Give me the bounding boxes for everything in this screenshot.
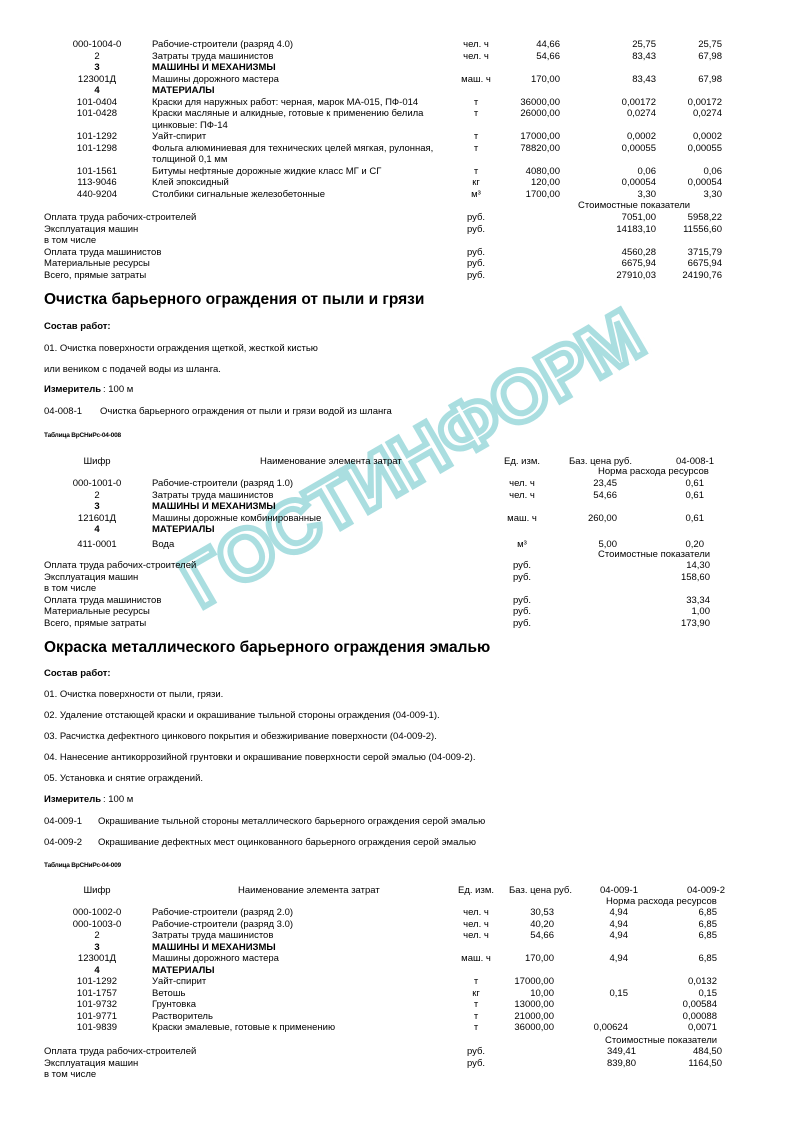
summary-label: Эксплуатация машин (44, 571, 139, 583)
base-price: 54,66 (536, 50, 560, 62)
unit: маш. ч (461, 73, 491, 85)
resource-name: Машины дорожные комбинированные (152, 512, 322, 524)
resource-code: 101-9771 (76, 1010, 118, 1022)
resource-code: 101-9839 (76, 1022, 118, 1033)
composition-label: Состав работ: (44, 668, 111, 679)
resource-code: 101-9732 (76, 999, 118, 1010)
summary-label: Всего, прямые затраты (44, 617, 147, 629)
base-price: 36000,00 (520, 96, 560, 108)
base-price: 10,00 (530, 987, 554, 999)
resource-code: 123001Д (77, 953, 117, 964)
norm-value: 67,98 (698, 73, 722, 85)
section-heading: МАШИНЫ И МЕХАНИЗМЫ (152, 62, 276, 73)
base-price: 120,00 (530, 177, 560, 188)
unit: м³ (471, 188, 481, 200)
norm-value: 0,00624 (593, 1022, 628, 1033)
base-price: 21000,00 (514, 1010, 554, 1022)
summary-label: Эксплуатация машин (44, 223, 139, 235)
unit: руб. (512, 617, 532, 629)
cost-value: 14183,10 (616, 223, 656, 235)
norm-value: 4,94 (609, 930, 628, 941)
resource-name: Клей эпоксидный (152, 177, 229, 188)
cost-value: 14,30 (686, 560, 710, 571)
resource-code: 3 (94, 941, 100, 953)
norm-value: 0,00584 (682, 999, 717, 1010)
base-price: 26000,00 (520, 108, 560, 119)
summary-label: Материальные ресурсы (44, 606, 150, 617)
unit: руб. (466, 246, 486, 258)
unit: руб. (466, 212, 486, 223)
base-price: 170,00 (530, 73, 560, 85)
unit: чел. ч (509, 489, 535, 501)
norm-value: 83,43 (632, 50, 656, 62)
resource-code: 000-1003-0 (72, 918, 122, 930)
resource-code: 440-9204 (76, 188, 118, 200)
unit: кг (472, 177, 480, 188)
unit: руб. (512, 571, 532, 583)
resource-name: Краски эмалевые, готовые к применению (152, 1022, 336, 1033)
norm-header: Норма расхода ресурсов (606, 896, 717, 907)
unit: чел. ч (509, 478, 535, 489)
unit: маш. ч (461, 953, 491, 964)
resource-code: 101-1292 (76, 976, 118, 987)
norm-value: 0,00172 (687, 96, 722, 108)
norm-value: 3,30 (637, 188, 656, 200)
resource-code: 101-1292 (76, 131, 118, 142)
norm-value: 0,00088 (682, 1010, 717, 1022)
cost-value: 3715,79 (687, 246, 722, 258)
cost-header: Стоимостные показатели (598, 549, 711, 560)
item-code: 04-008-1 (44, 406, 83, 417)
summary-label: Материальные ресурсы (44, 258, 150, 269)
base-price: 260,00 (587, 512, 617, 524)
norm-header: Норма расхода ресурсов (598, 466, 709, 477)
unit: руб. (512, 594, 532, 606)
resource-code: 4 (94, 524, 100, 535)
resource-name: Растворитель (152, 1010, 213, 1022)
resource-name: Краски масляные и алкидные, готовые к применению белила (152, 108, 424, 119)
norm-value: 4,94 (609, 918, 628, 930)
norm-value: 0,61 (685, 512, 704, 524)
resource-code: 000-1004-0 (72, 39, 122, 50)
norm-value: 0,61 (685, 478, 704, 489)
resource-code: 101-1757 (76, 987, 118, 999)
norm-value: 0,0071 (687, 1022, 717, 1033)
norm-value: 0,06 (637, 165, 656, 177)
norm-value: 0,0002 (626, 131, 656, 142)
section-heading: МАТЕРИАЛЫ (152, 524, 215, 535)
base-price: 170,00 (524, 953, 554, 964)
work-item: 02. Удаление отстающей краски и окрашивание тыльной стороны ограждения (04-009-1). (44, 710, 440, 721)
unit: чел. ч (463, 907, 489, 918)
unit: чел. ч (463, 50, 489, 62)
unit: т (473, 1022, 479, 1033)
cost-value: 1164,50 (688, 1057, 722, 1069)
base-price: 54,66 (530, 930, 554, 941)
section-heading: МАШИНЫ И МЕХАНИЗМЫ (152, 501, 276, 512)
unit: руб. (466, 258, 486, 269)
unit: руб. (466, 223, 486, 235)
resource-name: Рабочие-строители (разряд 1.0) (152, 478, 294, 489)
resource-code: 3 (94, 501, 100, 512)
cost-header: Стоимостные показатели (578, 200, 691, 211)
resource-code: 113-9046 (77, 177, 117, 188)
unit: т (473, 976, 479, 987)
norm-value: 25,75 (698, 39, 722, 50)
section-heading: МАШИНЫ И МЕХАНИЗМЫ (152, 941, 276, 953)
cost-value: 27910,03 (616, 269, 656, 281)
norm-value: 3,30 (703, 188, 722, 200)
work-item: 03. Расчистка дефектного цинкового покрытия и обезжиривание поверхности (04-009-2). (44, 731, 437, 742)
norm-value: 0,15 (698, 987, 717, 999)
cost-value: 5958,22 (687, 212, 722, 223)
resource-code: 101-1298 (76, 142, 118, 154)
base-price: 23,45 (593, 478, 617, 489)
cost-value: 349,41 (606, 1046, 636, 1057)
base-price: 78820,00 (520, 142, 560, 154)
col-header: Наименование элемента затрат (238, 885, 380, 896)
resource-name: Столбики сигнальные железобетонные (152, 188, 326, 200)
unit: т (473, 142, 479, 154)
unit: руб. (512, 606, 532, 617)
cost-value: 839,80 (606, 1057, 636, 1069)
col-header: 04-009-1 (599, 885, 638, 896)
resource-code: 101-1561 (76, 165, 118, 177)
col-header: Наименование элемента затрат (260, 456, 402, 467)
base-price: 44,66 (536, 39, 560, 50)
unit: руб. (466, 1046, 486, 1057)
summary-label: Оплата труда рабочих-строителей (44, 560, 197, 571)
unit: руб. (512, 560, 532, 571)
unit: чел. ч (463, 918, 489, 930)
summary-label: Оплата труда рабочих-строителей (44, 1046, 197, 1057)
resource-name: Затраты труда машинистов (152, 930, 274, 941)
unit: т (473, 96, 479, 108)
composition-label: Состав работ: (44, 321, 111, 332)
norm-value: 6,85 (698, 918, 717, 930)
resource-code: 101-0428 (76, 108, 118, 119)
unit: маш. ч (507, 512, 537, 524)
resource-name: Рабочие-строители (разряд 2.0) (152, 907, 294, 918)
cost-header: Стоимостные показатели (605, 1035, 718, 1046)
base-price: 17000,00 (514, 976, 554, 987)
table-label: Таблица ВрСНиРс-04-009 (44, 862, 121, 869)
cost-value: 6675,94 (621, 258, 656, 269)
resource-code: 101-0404 (76, 96, 118, 108)
norm-value: 0,00055 (621, 142, 656, 154)
base-price: 1700,00 (525, 188, 560, 200)
col-header: Баз. цена руб. (569, 456, 632, 467)
cost-value: 158,60 (680, 571, 710, 583)
resource-code: 2 (94, 489, 100, 501)
norm-value: 0,20 (685, 538, 704, 550)
resource-code: 000-1002-0 (72, 907, 122, 918)
resource-name: Машины дорожного мастера (152, 953, 279, 964)
item-text: Очистка барьерного ограждения от пыли и грязи водой из шланга (100, 406, 392, 417)
unit: т (473, 165, 479, 177)
col-header: Шифр (83, 456, 111, 467)
norm-value: 0,06 (703, 165, 722, 177)
unit: чел. ч (463, 930, 489, 941)
col-header: Ед. изм. (504, 456, 540, 467)
resource-code: 3 (94, 62, 100, 73)
work-item: 01. Очистка поверхности от пыли, грязи. (44, 689, 224, 700)
summary-label: в том числе (44, 235, 97, 246)
norm-value: 25,75 (632, 39, 656, 50)
norm-value: 0,00054 (687, 177, 722, 188)
resource-code: 4 (94, 964, 100, 976)
resource-code: 411-0001 (77, 538, 117, 550)
cost-value: 6675,94 (687, 258, 722, 269)
work-item: 04. Нанесение антикоррозийной грунтовки и окрашивание поверхности серой эмалью (04-009-2). (44, 752, 476, 763)
base-price: 17000,00 (520, 131, 560, 142)
unit: руб. (466, 269, 486, 281)
base-price: 40,20 (530, 918, 554, 930)
item-code: 04-009-1 (44, 816, 83, 827)
cost-value: 173,90 (680, 617, 710, 629)
resource-name: Затраты труда машинистов (152, 489, 274, 501)
unit: руб. (466, 1057, 486, 1069)
cost-value: 484,50 (692, 1046, 722, 1057)
summary-label: Оплата труда машинистов (44, 594, 162, 606)
cost-value: 1,00 (691, 606, 710, 617)
unit: чел. ч (463, 39, 489, 50)
base-price: 13000,00 (514, 999, 554, 1010)
norm-value: 0,00055 (687, 142, 722, 154)
summary-label: Всего, прямые затраты (44, 269, 147, 281)
meter-label: Измеритель (44, 794, 102, 805)
norm-value: 0,15 (609, 987, 628, 999)
norm-value: 83,43 (632, 73, 656, 85)
unit: т (473, 1010, 479, 1022)
cost-value: 33,34 (686, 594, 710, 606)
norm-value: 6,85 (698, 953, 717, 964)
cost-value: 4560,28 (621, 246, 656, 258)
summary-label: в том числе (44, 1069, 97, 1080)
norm-value: 0,00054 (621, 177, 656, 188)
work-item: 05. Установка и снятие ограждений. (44, 773, 204, 784)
norm-value: 0,0274 (692, 108, 722, 119)
base-price: 30,53 (530, 907, 554, 918)
col-header: 04-009-2 (686, 885, 725, 896)
col-header: 04-008-1 (675, 456, 714, 467)
base-price: 5,00 (598, 538, 617, 550)
norm-value: 4,94 (609, 907, 628, 918)
resource-name: Битумы нефтяные дорожные жидкие класс МГ и СГ (152, 165, 382, 177)
summary-label: Оплата труда рабочих-строителей (44, 212, 197, 223)
resource-name-cont: толщиной 0,1 мм (152, 154, 228, 165)
work-item: или веником с подачей воды из шланга. (44, 364, 221, 375)
col-header: Ед. изм. (458, 885, 494, 896)
resource-name: Фольга алюминиевая для технических целей мягкая, рулонная, (152, 142, 434, 154)
norm-value: 67,98 (698, 50, 722, 62)
summary-label: в том числе (44, 583, 97, 594)
unit: т (473, 108, 479, 119)
base-price: 4080,00 (525, 165, 560, 177)
section-title: Окраска металлического барьерного ограждения эмалью (44, 639, 491, 656)
section-title: Очистка барьерного ограждения от пыли и грязи (44, 291, 425, 308)
meter-value: : 100 м (103, 794, 134, 805)
section-heading: МАТЕРИАЛЫ (152, 964, 215, 976)
unit: м³ (517, 538, 527, 550)
resource-name: Затраты труда машинистов (152, 50, 274, 62)
norm-value: 0,61 (685, 489, 704, 501)
cost-value: 11556,60 (683, 223, 722, 235)
watermark-text: ГОСТИНФОРМ.RU (168, 280, 671, 624)
resource-code: 2 (94, 50, 100, 62)
norm-value: 0,0132 (687, 976, 717, 987)
item-text: Окрашивание тыльной стороны металлического барьерного ограждения серой эмалью (98, 816, 486, 827)
summary-label: Эксплуатация машин (44, 1057, 139, 1069)
cost-value: 24190,76 (682, 269, 722, 281)
resource-name: Вода (152, 538, 175, 550)
resource-name: Ветошь (152, 987, 186, 999)
norm-value: 4,94 (609, 953, 628, 964)
resource-name: Уайт-спирит (152, 976, 207, 987)
meter-value: : 100 м (103, 384, 134, 395)
unit: т (473, 999, 479, 1010)
unit: т (473, 131, 479, 142)
resource-code: 121601Д (77, 512, 117, 524)
resource-name: Уайт-спирит (152, 131, 207, 142)
resource-name-cont: цинковые: ПФ-14 (152, 119, 228, 131)
resource-code: 123001Д (77, 73, 117, 85)
resource-name: Краски для наружных работ: черная, марок МА-015, ПФ-014 (152, 96, 419, 108)
resource-code: 000-1001-0 (72, 478, 122, 489)
cost-value: 7051,00 (621, 212, 656, 223)
resource-name: Машины дорожного мастера (152, 73, 279, 85)
table-label: Таблица ВрСНиРс-04-008 (44, 432, 121, 439)
resource-code: 2 (94, 930, 100, 941)
norm-value: 6,85 (698, 930, 717, 941)
resource-name: Рабочие-строители (разряд 3.0) (152, 918, 294, 930)
col-header: Шифр (83, 885, 111, 896)
meter-label: Измеритель (44, 384, 102, 395)
norm-value: 0,0274 (626, 108, 656, 119)
base-price: 54,66 (593, 489, 617, 501)
norm-value: 0,00172 (621, 96, 656, 108)
unit: кг (472, 987, 480, 999)
resource-name: Рабочие-строители (разряд 4.0) (152, 39, 294, 50)
norm-value: 6,85 (698, 907, 717, 918)
summary-label: Оплата труда машинистов (44, 246, 162, 258)
resource-code: 4 (94, 85, 100, 96)
item-text: Окрашивание дефектных мест оцинкованного барьерного ограждения серой эмалью (98, 837, 476, 848)
section-heading: МАТЕРИАЛЫ (152, 85, 215, 96)
norm-value: 0,0002 (692, 131, 722, 142)
col-header: Баз. цена руб. (509, 885, 572, 896)
base-price: 36000,00 (514, 1022, 554, 1033)
item-code: 04-009-2 (44, 837, 83, 848)
resource-name: Грунтовка (152, 999, 197, 1010)
work-item: 01. Очистка поверхности ограждения щеткой, жесткой кистью (44, 343, 318, 354)
